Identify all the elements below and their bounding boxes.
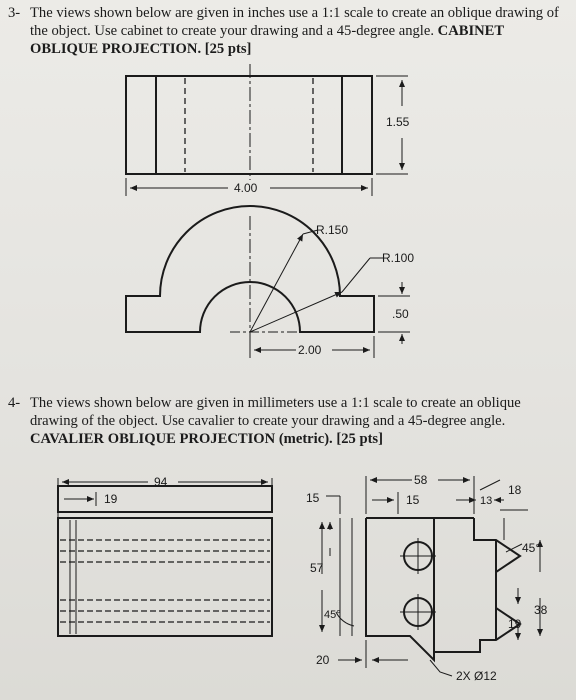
- dim-inner-radius: R.100: [382, 251, 415, 265]
- dim-angle-right: 45°: [522, 541, 541, 555]
- dim-front-width: 58: [414, 473, 428, 487]
- dim-width: 4.00: [234, 181, 258, 195]
- problem-4-side-view: [340, 518, 520, 660]
- dim-outer-radius: R.150: [316, 223, 349, 237]
- dim-top-thickness: 19: [104, 492, 118, 506]
- dim-length: 94: [154, 475, 168, 489]
- problem-3-number: 3-: [8, 5, 21, 21]
- dim-hole-offset: 15: [406, 493, 420, 507]
- problem-4-emphasis: CAVALIER OBLIQUE PROJECTION (metric). [25 pts]: [30, 431, 383, 447]
- dim-half-width: 2.00: [298, 343, 322, 357]
- problem-3-front-dimensions: [250, 230, 410, 358]
- problem-4-front-view: [58, 518, 272, 636]
- problem-4-side-dimensions: [322, 476, 540, 676]
- problem-3-top-view: [126, 64, 372, 180]
- dim-bottom-offset: 20: [316, 653, 330, 667]
- dim-depth-offset: 15: [306, 491, 320, 505]
- problem-4-number: 4-: [8, 395, 21, 411]
- dim-base-height: .50: [392, 307, 409, 321]
- dim-right-width: 18: [508, 483, 522, 497]
- problem-3-top-dimensions: [126, 76, 408, 196]
- dim-height: 1.55: [386, 115, 410, 129]
- dim-slot-depth: 19: [508, 617, 522, 631]
- problem-3-emphasis: CABINET OBLIQUE PROJECTION. [25 pts]: [30, 23, 504, 57]
- dim-holes: 2X Ø12: [456, 669, 497, 683]
- problem-3-text: The views shown below are given in inches use a 1:1 scale to create an oblique drawing of the object. Use cabinet to create your drawing and a 45-degree angle.: [30, 5, 559, 39]
- dim-slot-height: 38: [534, 603, 548, 617]
- dim-angle-left: 45°: [324, 609, 341, 621]
- problem-4-text: The views shown below are given in millimeters use a 1:1 scale to create an oblique drawing of the object. Use cavalier to create your drawing and a 45-degree angle.: [30, 395, 521, 429]
- dim-height-57: 57: [310, 561, 324, 575]
- dim-slot-width: 13: [480, 495, 493, 507]
